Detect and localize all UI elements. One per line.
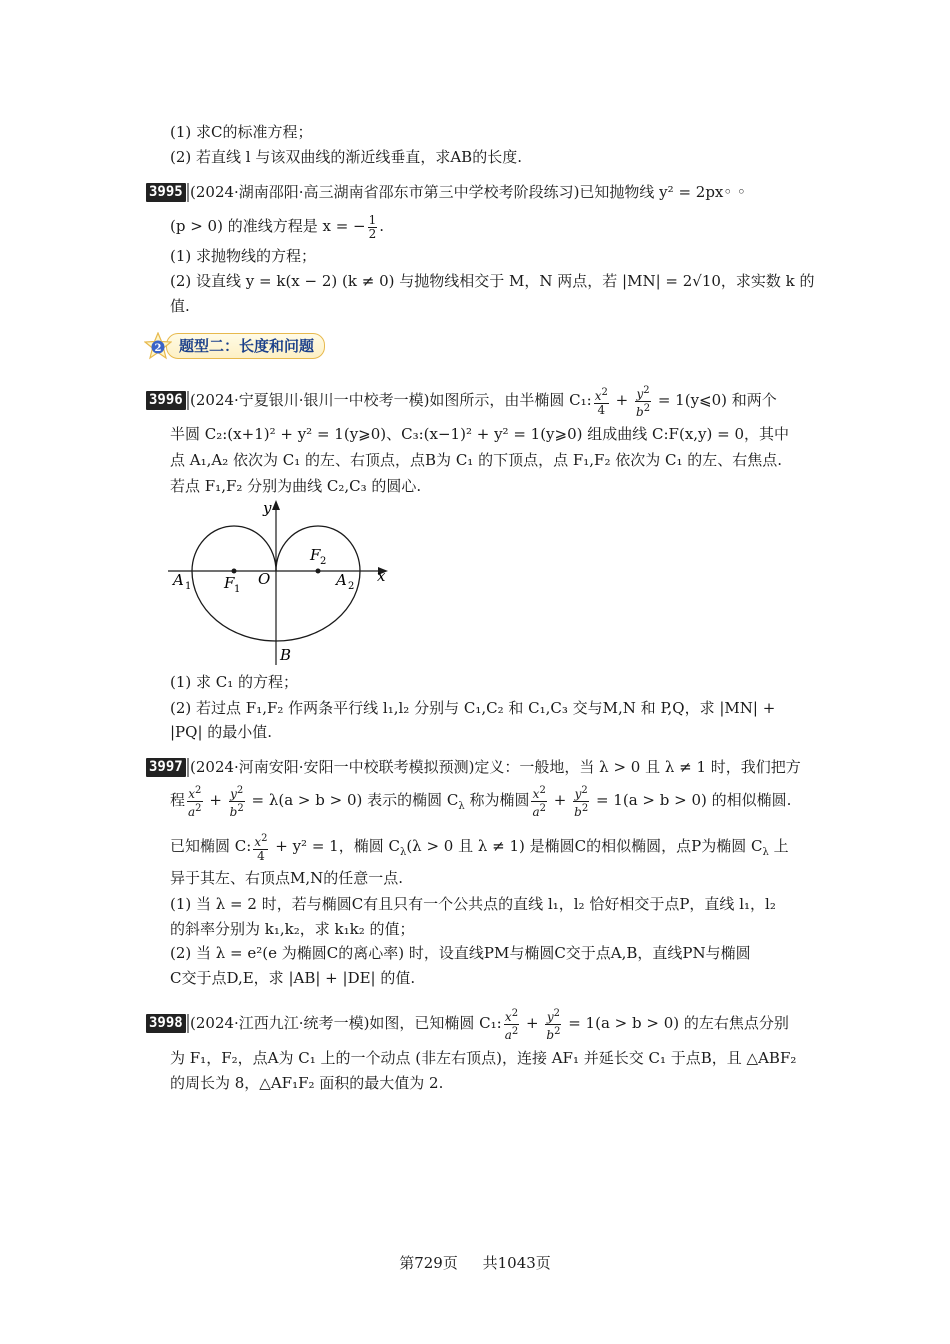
svg-text:A: A [173,571,184,589]
svg-text:2: 2 [154,343,162,354]
label-origin: O [258,570,271,588]
problem-3996-q1: (1) 求 C₁ 的方程； [170,673,299,691]
problem-3997-q2: (2) 当 λ = e²(e 为椭圆C的离心率) 时，设直线PM与椭圆C交于点A,B，直线PN与椭圆 [170,944,751,962]
label-f2 [309,546,326,567]
problem-number-3997: 3997 [146,758,186,777]
label-b: B [280,646,292,664]
problem-3996-q2: (2) 若过点 F₁,F₂ 作两条平行线 l₁,l₂ 分别与 C₁,C₂ 和 C₁,C₃ 交与M,N 和 P,Q，求 |MN| + [170,699,776,717]
semicircle-c2 [192,526,276,571]
svg-text:F: F [310,546,321,564]
svg-text:F: F [224,574,235,592]
problem-3995-line2: (p > 0) 的准线方程是 x = − $\frac{1}{2}$ . [170,212,385,241]
svg-text:1: 1 [234,584,241,595]
problem-3998-line1: (2024·江西九江·统考一模)如图，已知椭圆 C₁: $\frac{x^2}{a^2}$ + $\frac{y^2}{b^2}$ = 1(a > b > 0) 的左右焦点分别 [190,1007,789,1042]
problem-number-3996: 3996 [146,391,186,410]
svg-text:2: 2 [348,581,355,592]
problem-3997-q1: (1) 当 λ = 2 时，若与椭圆C有且只有一个公共点的直线 l₁，l₂ 恰好相交于点P，直线 l₁，l₂ [170,895,776,913]
focus-point-f1 [232,569,237,574]
problem-3996-line1: (2024·宁夏银川·银川一中校考一模)如图所示，由半椭圆 C₁: $\frac{x^2}{4}$ + $\frac{y^2}{b^2}$ = 1(y⩽0) 和两个 [190,384,777,419]
problem-number-3998: 3998 [146,1014,186,1033]
problem-3996-line3: 点 A₁,A₂ 依次为 C₁ 的左、右顶点，点B为 C₁ 的下顶点，点 F₁,F₂ 依次为 C₁ 的左、右焦点. [170,451,783,469]
problem-3997-line1: (2024·河南安阳·安阳一中校联考模拟预测)定义：一般地，当 λ > 0 且 λ ≠ 1 时，我们把方 [190,758,801,776]
problem-3995-q2: (2) 设直线 y = k(x − 2) (k ≠ 0) 与抛物线相交于 M，N 两点，若 |MN| = 2√10，求实数 k 的 [170,272,815,290]
focus-point-f2 [316,569,321,574]
label-a2 [334,571,354,592]
fraction-one-half: $\frac{1}{2}$ [368,212,377,241]
problem-3997-q1-cont: 的斜率分别为 k₁,k₂，求 k₁k₂ 的值； [170,920,415,938]
star-badge-icon [144,332,172,360]
problem-3996-q2-cont: |PQ| 的最小值. [170,723,273,741]
problem-3997-line2: 程 $\frac{x^2}{a^2}$ + $\frac{y^2}{b^2}$ = λ(a > b > 0) 表示的椭圆 $C_\lambda$ 称为椭圆 $\frac{x^2}{a^2}$ + $\frac{y^2}{b^2}$ = 1(a > b > 0) 的相似椭圆. [170,784,792,819]
problem-3995-line1: (2024·湖南邵阳·高三湖南省邵东市第三中学校考阶段练习)已知抛物线 y² = 2px◦ ◦ [190,183,746,201]
problem-3997-line4: 异于其左、右顶点M,N的任意一点. [170,869,404,887]
question-part-2: (2) 若直线 l 与该双曲线的渐近线垂直，求AB的长度. [170,148,522,166]
label-a1 [171,571,191,592]
page-number: 第729页 [399,1254,458,1272]
problem-3996-line2: 半圆 C₂:(x+1)² + y² = 1(y⩾0)、C₃:(x−1)² + y² = 1(y⩾0) 组成曲线 C:F(x,y) = 0，其中 [170,425,790,443]
problem-3998-line2: 为 F₁，F₂，点A为 C₁ 上的一个动点 (非左右顶点)，连接 AF₁ 并延长交 C₁ 于点B，且 △ABF₂ [170,1049,797,1067]
question-part-1: (1) 求C的标准方程； [170,123,313,141]
label-f1 [223,574,240,595]
label-y: y [263,499,272,517]
section-header [144,333,325,359]
problem-3996-line4: 若点 F₁,F₂ 分别为曲线 C₂,C₃ 的圆心. [170,477,422,495]
curve-figure [160,495,400,670]
problem-3998-line3: 的周长为 8，△AF₁F₂ 面积的最大值为 2. [170,1074,444,1092]
y-axis-arrow-icon [272,500,280,510]
problem-3995-q1: (1) 求抛物线的方程； [170,247,317,265]
section-title: 题型二：长度和问题 [166,333,325,359]
svg-text:A: A [336,571,347,589]
problem-3995-q2-cont: 值. [170,297,190,315]
svg-text:1: 1 [185,581,192,592]
problem-number-3995: 3995 [146,183,186,202]
problem-3997-line3: 已知椭圆 C: $\frac{x^2}{4}$ + y² = 1，椭圆 $C_\lambda(\lambda > 0$ 且 λ ≠ 1) 是椭圆C的相似椭圆，点P为椭圆 $C_\lambda$ 上 [170,832,789,863]
problem-3997-q2-cont: C交于点D,E，求 |AB| + |DE| 的值. [170,969,416,987]
svg-text:2: 2 [320,556,327,567]
total-pages: 共1043页 [482,1254,551,1272]
label-x: x [377,567,386,585]
page-footer [0,1252,950,1273]
